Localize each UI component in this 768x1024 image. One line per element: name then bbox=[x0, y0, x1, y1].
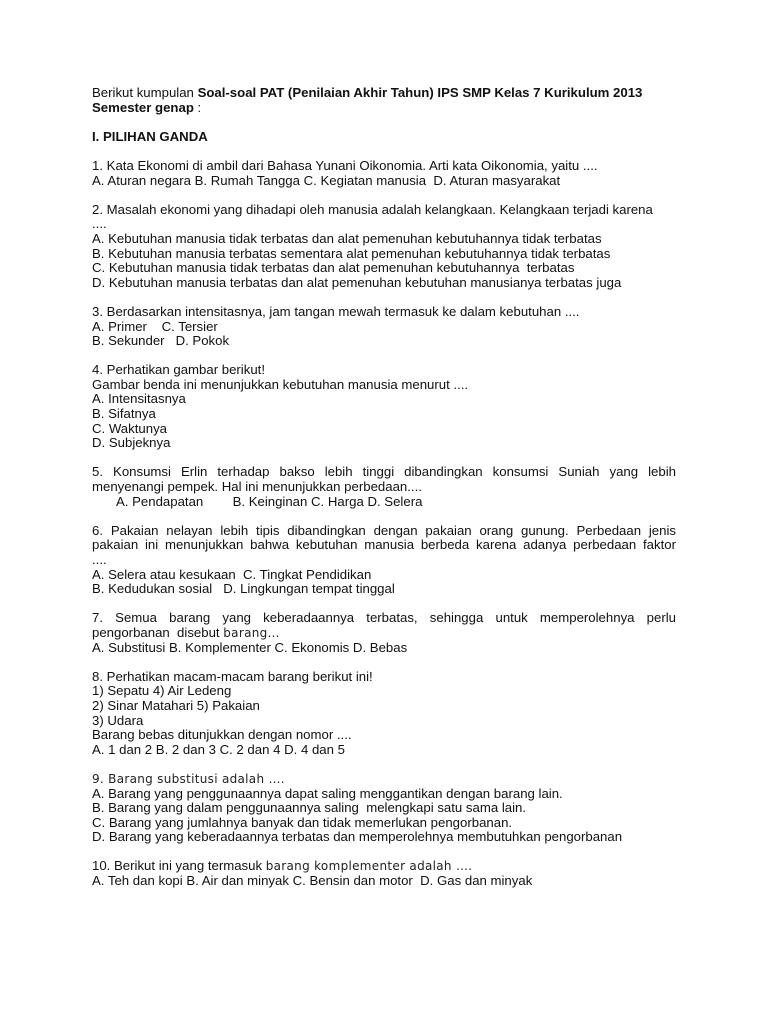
q5-options: A. Pendapatan B. Keinginan C. Harga D. Selera bbox=[116, 493, 423, 509]
q8-list-3: 3) Udara bbox=[92, 712, 144, 728]
q8-list-1: 1) Sepatu 4) Air Ledeng bbox=[92, 683, 232, 699]
intro-prefix: Berikut kumpulan bbox=[92, 85, 198, 100]
q6-options-2: B. Kedudukan sosial D. Lingkungan tempat tinggal bbox=[92, 581, 395, 597]
q5-text-1: 5. Konsumsi Erlin terhadap bakso lebih tinggi dibandingkan konsumsi Suniah yang lebih bbox=[92, 464, 676, 480]
intro-line-2 bbox=[92, 101, 676, 116]
q9-option-c: C. Barang yang jumlahnya banyak dan tidak memerlukan pengorbanan. bbox=[92, 814, 513, 830]
q10-text-b: barang komplementer adalah …. bbox=[265, 859, 473, 874]
q2-option-a: A. Kebutuhan manusia tidak terbatas dan alat pemenuhan kebutuhannya tidak terbatas bbox=[92, 230, 602, 246]
q1-options: A. Aturan negara B. Rumah Tangga C. Kegiatan manusia D. Aturan masyarakat bbox=[92, 172, 561, 188]
q10-options: A. Teh dan kopi B. Air dan minyak C. Bensin dan motor D. Gas dan minyak bbox=[92, 873, 533, 889]
q8-text-2: Barang bebas ditunjukkan dengan nomor .... bbox=[92, 727, 352, 743]
q6-text-1: 6. Pakaian nelayan lebih tipis dibandingkan dengan pakaian orang gunung. Perbedaan jenis bbox=[92, 522, 676, 538]
q3-text: 3. Berdasarkan intensitasnya, jam tangan mewah termasuk ke dalam kebutuhan .... bbox=[92, 303, 580, 319]
section-title-text: I. PILIHAN GANDA bbox=[92, 128, 208, 144]
q10-text bbox=[92, 859, 676, 874]
q1-text: 1. Kata Ekonomi di ambil dari Bahasa Yunani Oikonomia. Arti kata Oikonomia, yaitu .... bbox=[92, 157, 598, 173]
intro-semester-bold: Semester genap bbox=[92, 99, 194, 115]
q9-option-a: A. Barang yang penggunaannya dapat saling menggantikan dengan barang lain. bbox=[92, 785, 563, 801]
q6-options-1: A. Selera atau kesukaan C. Tingkat Pendidikan bbox=[92, 566, 372, 582]
q10-text-a: 10. Berikut ini yang termasuk bbox=[92, 858, 266, 874]
q4-option-c: C. Waktunya bbox=[92, 420, 167, 436]
section-title bbox=[92, 130, 676, 145]
q2-option-c: C. Kebutuhan manusia tidak terbatas dan alat pemenuhan kebutuhannya terbatas bbox=[92, 260, 575, 276]
q3-options-2: B. Sekunder D. Pokok bbox=[92, 333, 230, 349]
q3-options-1: A. Primer C. Tersier bbox=[92, 318, 218, 334]
q2-option-b: B. Kebutuhan manusia terbatas sementara alat pemenuhan kebutuhannya tidak terbatas bbox=[92, 245, 611, 261]
q4-option-d: D. Subjeknya bbox=[92, 435, 171, 451]
q6-text-2: pakaian ini menunjukkan bahwa kebutuhan manusia berbeda karena adanya perbedaan faktor bbox=[92, 537, 676, 553]
q9-text: 9. Barang substitusi adalah …. bbox=[92, 771, 285, 786]
q4-text-1: 4. Perhatikan gambar berikut! bbox=[92, 362, 265, 378]
intro-title-bold: Soal-soal PAT (Penilaian Akhir Tahun) IPS SMP Kelas 7 Kurikulum 2013 bbox=[197, 85, 643, 100]
q2-text-2: .... bbox=[92, 216, 107, 232]
q7-text-2a: pengorbanan disebut bbox=[92, 624, 224, 640]
q5-text-2: menyenangi pempek. Hal ini menunjukkan perbedaan.... bbox=[92, 479, 422, 495]
document-page bbox=[92, 86, 676, 889]
q8-text: 8. Perhatikan macam-macam barang berikut ini! bbox=[92, 668, 373, 684]
q8-list-2: 2) Sinar Matahari 5) Pakaian bbox=[92, 697, 260, 713]
q8-options: A. 1 dan 2 B. 2 dan 3 C. 2 dan 4 D. 4 dan 5 bbox=[92, 741, 345, 757]
q9-option-d: D. Barang yang keberadaannya terbatas dan memperolehnya membutuhkan pengorbanan bbox=[92, 829, 623, 845]
q4-text-2: Gambar benda ini menunjukkan kebutuhan manusia menurut .... bbox=[92, 376, 469, 392]
q2-option-d: D. Kebutuhan manusia terbatas dan alat pemenuhan kebutuhan manusianya terbatas juga bbox=[92, 274, 622, 290]
q7-options: A. Substitusi B. Komplementer C. Ekonomis D. Bebas bbox=[92, 639, 408, 655]
q7-text-1: 7. Semua barang yang keberadaannya terbatas, sehingga untuk memperolehnya perlu bbox=[92, 610, 676, 626]
q7-text-2b: barang… bbox=[223, 625, 280, 640]
q9-option-b: B. Barang yang dalam penggunaannya saling melengkapi satu sama lain. bbox=[92, 800, 527, 816]
q4-option-b: B. Sifatnya bbox=[92, 406, 156, 422]
q6-text-3: .... bbox=[92, 552, 107, 567]
intro-suffix: : bbox=[193, 99, 202, 115]
q4-option-a: A. Intensitasnya bbox=[92, 391, 186, 407]
q7-text-2 bbox=[92, 626, 676, 641]
intro-line-1 bbox=[92, 86, 676, 101]
q2-text-1: 2. Masalah ekonomi yang dihadapi oleh manusia adalah kelangkaan. Kelangkaan terjadi karena bbox=[92, 201, 653, 217]
